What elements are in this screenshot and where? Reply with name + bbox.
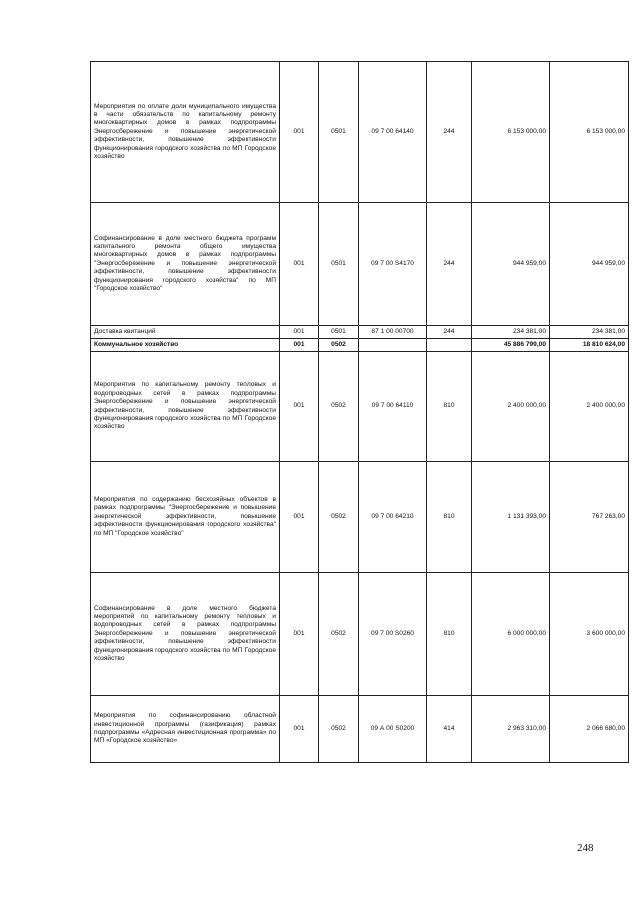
target-code: 09 7 00 64140 — [359, 62, 427, 203]
section-code: 0502 — [319, 462, 359, 573]
section-code: 0501 — [319, 326, 359, 339]
expense-type-code: 810 — [427, 573, 472, 696]
row-description: Софинансирование в доле местного бюджета мероприятий по капитальному ремонту тепловых и водопроводных сетей в рамках подпрограммы Энергосбережение и повышение энергетической эффективности, повышение эффективности функционирования городского хозяйства по МП Городское хозяйство — [91, 573, 280, 696]
expense-type-code: 244 — [427, 203, 472, 326]
amount-1: 944 959,00 — [472, 203, 550, 326]
amount-2: 234 381,00 — [550, 326, 629, 339]
row-description: Коммунальное хозяйство — [91, 339, 280, 352]
amount-2: 767 263,00 — [550, 462, 629, 573]
target-code: 09 А 00 S0200 — [359, 696, 427, 763]
amount-1: 2 963 310,00 — [472, 696, 550, 763]
amount-2: 6 153 000,00 — [550, 62, 629, 203]
section-total-row — [91, 339, 629, 352]
row-description: Мероприятия по капитальному ремонту тепловых и водопроводных сетей в рамках подпрограммы Энергосбережение и повышение энергетической эффективности, повышение эффективности функционирования городского хозяйства по МП Городское хозяйство — [91, 352, 280, 462]
row-description: Мероприятия по содержанию бесхозяйных объектов в рамках подпрограммы "Энергосбережение и повышение энергетической эффективности, повышение эффективности функционирования городского хозяйства" по МП "Городское хозяйство" — [91, 462, 280, 573]
amount-1: 234 381,00 — [472, 326, 550, 339]
table-row — [91, 352, 629, 462]
row-description: Мероприятия по софинансированию областной инвестиционной программы (газификация) рамках подпрограммы «Адресная инвестиционная программа» по МП «Городское хозяйство» — [91, 696, 280, 763]
target-code — [359, 339, 427, 352]
target-code: 09 7 00 64210 — [359, 462, 427, 573]
amount-1: 2 400 000,00 — [472, 352, 550, 462]
row-description: Софинансирование в доле местного бюджета программ капитального ремонта общего имущества многоквартирных домов в рамках подпрограммы "Энергосбережение и повышение энергетической эффективности, повышение эффективности функционирования городского хозяйства" по МП "Городское хозяйство" — [91, 203, 280, 326]
amount-1: 45 886 799,00 — [472, 339, 550, 352]
amount-1: 6 153 000,00 — [472, 62, 550, 203]
admin-code: 001 — [280, 352, 319, 462]
amount-2: 2 066 680,00 — [550, 696, 629, 763]
table-row — [91, 326, 629, 339]
section-code: 0502 — [319, 352, 359, 462]
admin-code: 001 — [280, 462, 319, 573]
table-row — [91, 203, 629, 326]
expense-type-code: 810 — [427, 352, 472, 462]
amount-2: 2 400 000,00 — [550, 352, 629, 462]
section-code: 0501 — [319, 203, 359, 326]
admin-code: 001 — [280, 573, 319, 696]
amount-2: 944 959,00 — [550, 203, 629, 326]
page-number: 248 — [577, 842, 594, 854]
table-row — [91, 62, 629, 203]
amount-1: 6 000 000,00 — [472, 573, 550, 696]
table-row — [91, 573, 629, 696]
admin-code: 001 — [280, 203, 319, 326]
expense-type-code: 244 — [427, 62, 472, 203]
table-row — [91, 696, 629, 763]
target-code: 87 1 00 00700 — [359, 326, 427, 339]
amount-2: 18 810 624,00 — [550, 339, 629, 352]
target-code: 09 7 00 64110 — [359, 352, 427, 462]
section-code: 0502 — [319, 339, 359, 352]
row-description: Мероприятия по оплате доли муниципального имущества в части обязательств по капитальному ремонту многоквартирных домов в рамках подпрограммы Энергосбережение и повышение энергетической эффективности, повышение эффективности функционирования городского хозяйства по МП Городское хозяйство — [91, 62, 280, 203]
amount-1: 1 131 393,00 — [472, 462, 550, 573]
budget-table — [90, 61, 629, 763]
expense-type-code: 244 — [427, 326, 472, 339]
table-row — [91, 462, 629, 573]
admin-code: 001 — [280, 62, 319, 203]
admin-code: 001 — [280, 326, 319, 339]
expense-type-code: 810 — [427, 462, 472, 573]
amount-2: 3 600 000,00 — [550, 573, 629, 696]
admin-code: 001 — [280, 339, 319, 352]
section-code: 0501 — [319, 62, 359, 203]
expense-type-code: 414 — [427, 696, 472, 763]
target-code: 09 7 00 S0260 — [359, 573, 427, 696]
section-code: 0502 — [319, 573, 359, 696]
target-code: 09 7 00 S4170 — [359, 203, 427, 326]
expense-type-code — [427, 339, 472, 352]
section-code: 0502 — [319, 696, 359, 763]
row-description: Доставка квитанций — [91, 326, 280, 339]
admin-code: 001 — [280, 696, 319, 763]
